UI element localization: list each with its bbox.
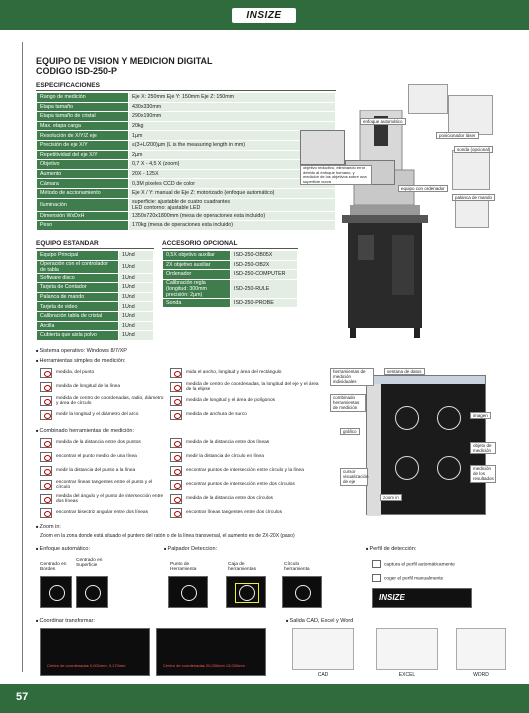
measure-tool-icon: [40, 494, 52, 504]
table-row: [163, 270, 298, 280]
row-key: Resolución de X/Y/Z eje: [37, 131, 129, 141]
row-value: ≤(3+L/200)µm (L is the measuring length in mm): [129, 140, 336, 150]
row-key: Iluminación: [37, 198, 129, 211]
row-key: Tarjeta de video: [37, 302, 119, 312]
equipo-table: [36, 250, 154, 341]
callout-laser: posicionador láser: [436, 132, 479, 139]
accesorio-table: [162, 250, 298, 308]
list-item-text: medida de la distancia entre dos círculos: [186, 496, 273, 502]
row-key: Sonda: [163, 298, 231, 308]
row-key: Arcilla: [37, 321, 119, 331]
palpador-punto: Punto de Herramienta: [170, 562, 197, 573]
sw-circle: [395, 406, 419, 430]
list-item: [170, 396, 320, 406]
measure-tool-icon: [40, 466, 52, 476]
perfil-label: ■ Perfil de detección:: [366, 546, 416, 552]
table-row: [37, 121, 336, 131]
title-line-2: CODIGO ISD-250-P: [36, 66, 118, 76]
combinado-label: ■ Combinado herramientas de medición:: [36, 428, 134, 434]
row-value: 1Und: [119, 302, 154, 312]
salida-label: ■ Salida CAD, Excel y Word: [286, 618, 353, 624]
row-key: Dimensión WxDxH: [37, 211, 129, 221]
profile-auto-icon: [372, 560, 381, 568]
row-value: ISD-250-OB2X: [231, 260, 298, 270]
row-key: Software disco: [37, 273, 119, 283]
table-row: [37, 273, 154, 283]
measure-tool-icon: [170, 508, 182, 518]
table-row: [37, 140, 336, 150]
list-item-text: encontrar líneas tangentes entre dos círculos: [186, 510, 282, 516]
list-item-text: medir la longitud y el diámetro del arco: [56, 412, 139, 418]
list-item-text: encontrar bisectriz angular entre dos líneas: [56, 510, 148, 516]
row-value: 1Und: [119, 251, 154, 261]
list-item: [170, 480, 320, 490]
table-row: [37, 283, 154, 293]
laser-thumb: [448, 95, 493, 135]
list-item-text: medida de centro de coordenadas, radio, diámetro y área de círculo: [56, 396, 164, 407]
palpador-label: ■ Palpador Deteccion:: [164, 546, 217, 552]
row-key: Calibración regla (longitud: 300mm precisión: 2µm): [163, 279, 231, 298]
callout-joystick: palanca de mando: [452, 194, 495, 201]
table-row: [163, 298, 298, 308]
sw-sidebar: [367, 384, 381, 516]
list-item: [170, 508, 320, 518]
list-item: [170, 494, 320, 504]
list-item: [170, 382, 320, 393]
output-word-thumb: [456, 628, 506, 670]
label-grafico: gráfico: [340, 428, 360, 435]
list-item-text: medida de centro de coordenadas, la longitud del eje y el área de la elipse: [186, 382, 319, 393]
list-item-text: encontrar líneas tangentes entre el punto y el círculo: [56, 480, 153, 491]
left-rule: [22, 42, 23, 672]
measure-tool-icon: [170, 382, 182, 392]
table-row: [163, 260, 298, 270]
coordinar-label: ■ Coordinar transformar:: [36, 618, 95, 624]
callout-objective: objetivo reductivo, eliminando error debido al enfoque humano, y medición de los objetivos sobre una superficie curva: [300, 165, 372, 185]
row-value: superficie: ajustable de cuatro cuadrantes LED contorno: ajustable LED: [129, 198, 336, 211]
insize-logo: INSIZE: [232, 8, 296, 23]
output-excel-label: EXCEL: [398, 672, 416, 678]
list-item-text: medida de longitud de la línea: [56, 384, 121, 390]
row-value: 1Und: [119, 283, 154, 293]
output-word-label: WORD: [473, 672, 489, 678]
list-item: [40, 452, 164, 462]
row-key: Etapa tamaño de cristal: [37, 112, 129, 122]
coordinar-img-2: [156, 628, 266, 676]
objective-thumb: [300, 130, 345, 165]
list-item: [170, 438, 320, 448]
row-value: 290x190mm: [129, 112, 336, 122]
list-item: [170, 466, 320, 476]
palpador-caja: Caja de herramientas: [228, 562, 256, 573]
measure-tool-icon: [40, 438, 52, 448]
row-value: Eje X / Y: manual de Eje Z: motorizado (enfoque automático): [129, 188, 336, 198]
callout-computer: equipo con ordenador: [398, 185, 448, 192]
row-value: ISD-250-COMPUTER: [231, 270, 298, 280]
row-value: ISD-250-RULE: [231, 279, 298, 298]
perfil-logo-sample: [372, 588, 472, 608]
page-number: 57: [16, 691, 29, 703]
row-key: Precisión de eje X/Y: [37, 140, 129, 150]
joystick-thumb: [455, 200, 489, 228]
table-row: [163, 279, 298, 298]
table-row: [37, 331, 154, 341]
perfil-auto: [372, 560, 455, 568]
herramientas-label: ■ Herramientas simples de medición:: [36, 358, 125, 364]
list-item-text: medida de anchura de surco: [186, 412, 247, 418]
row-value: 0,3M pixeles CCD de color: [129, 179, 336, 189]
footer-bar: [0, 684, 529, 713]
perfil-auto-text: captura el perfil automáticamente: [384, 562, 455, 568]
palpador-punto-img: [168, 576, 208, 608]
measure-tool-icon: [170, 466, 182, 476]
probe-thumb: [452, 150, 490, 190]
equipo-label: EQUIPO ESTANDAR: [36, 240, 99, 247]
label-zoom: zoom in: [380, 494, 402, 501]
label-resultados: medición de los resultados: [470, 465, 496, 483]
list-item: [40, 382, 164, 392]
row-value: 0,7 X - 4,5 X (zoom): [129, 160, 336, 170]
measure-tool-icon: [170, 410, 182, 420]
title-line-1: EQUIPO DE VISION Y MEDICION DIGITAL: [36, 56, 213, 66]
list-item: [40, 466, 164, 476]
row-key: 2X objetivo auxiliar: [163, 260, 231, 270]
list-item-text: medir la distancia de círculo en línea: [186, 454, 264, 460]
specs-table: [36, 92, 336, 231]
row-value: 1µm: [129, 131, 336, 141]
accesorio-rule: [162, 248, 298, 249]
list-item: [170, 368, 320, 378]
row-value: 1Und: [119, 292, 154, 302]
table-row: [37, 251, 154, 261]
table-row: [37, 93, 336, 103]
measure-tool-icon: [40, 452, 52, 462]
enfoque-superficie: Centrado en Superficie: [76, 558, 103, 569]
output-excel-thumb: [376, 628, 438, 670]
row-value: 1Und: [119, 260, 154, 273]
table-row: [37, 198, 336, 211]
measure-tool-icon: [170, 438, 182, 448]
measure-tool-icon: [40, 396, 52, 406]
measure-tool-icon: [170, 494, 182, 504]
list-item-text: medida del ángulo y el punto de intersección entre dos líneas: [56, 494, 164, 505]
perfil-manual: [372, 574, 443, 582]
table-row: [37, 179, 336, 189]
list-item-text: medida de la distancia entre dos puntos: [56, 440, 141, 446]
list-item: [170, 452, 320, 462]
sw-circle: [395, 456, 419, 480]
sw-toolbar: [367, 376, 485, 384]
list-item: [40, 494, 164, 505]
row-key: Ordenador: [163, 270, 231, 280]
palpador-circulo-img: [282, 576, 322, 608]
table-row: [37, 260, 154, 273]
sw-circle: [437, 456, 461, 480]
page-title: [36, 56, 213, 76]
row-key: Cubierta que aisla polvo: [37, 331, 119, 341]
list-item-text: medida, del punto: [56, 370, 95, 376]
label-combinado: combinado herramientas de medición: [330, 394, 366, 412]
table-row: [37, 131, 336, 141]
row-key: Palanca de mando: [37, 292, 119, 302]
measure-tool-icon: [170, 452, 182, 462]
table-row: [37, 302, 154, 312]
coordinar-a: Centro de coordenadas 0,001mm, 0,170mm: [47, 663, 126, 668]
label-herramientas-ind: herramientas de medición individuales: [330, 368, 374, 386]
table-row: [37, 112, 336, 122]
row-value: 1350x720x1800mm (mesa de operaciones esta incluido): [129, 211, 336, 221]
row-value: 20kg: [129, 121, 336, 131]
measure-tool-icon: [40, 508, 52, 518]
equipo-rule: [36, 248, 154, 249]
row-key: Tarjeta de Contador: [37, 283, 119, 293]
list-item: [40, 396, 164, 407]
table-row: [163, 251, 298, 261]
row-value: 430x330mm: [129, 102, 336, 112]
enfoque-bordes-img: [40, 576, 72, 608]
list-item: [40, 368, 164, 378]
sw-circle: [437, 406, 461, 430]
row-key: Cámara: [37, 179, 129, 189]
row-key: Objetivo: [37, 160, 129, 170]
list-item: [40, 480, 164, 491]
accesorio-label: ACCESORIO OPCIONAL: [162, 240, 238, 247]
list-item-text: encontrar el punto medio de una línea: [56, 454, 137, 460]
machine-image: [340, 110, 430, 340]
palpador-caja-img: [226, 576, 266, 608]
coordinar-b: Centro de coordenadas 20,000mm 13,000mm: [163, 663, 245, 668]
row-value: 1Und: [119, 321, 154, 331]
table-row: [37, 221, 336, 231]
measure-tool-icon: [170, 396, 182, 406]
list-item-text: encontrar puntos de intersección entre dos círculos: [186, 482, 295, 488]
row-value: 1Und: [119, 273, 154, 283]
autofocus-thumb: [408, 84, 448, 114]
measure-tool-icon: [170, 480, 182, 490]
list-item-text: encontrar puntos de intersección entre círculo y la línea: [186, 468, 304, 474]
label-ventanas: ventana de datos: [384, 368, 425, 375]
enfoque-label: ■ Enfoque automático:: [36, 546, 90, 552]
table-row: [37, 160, 336, 170]
table-row: [37, 292, 154, 302]
table-row: [37, 311, 154, 321]
label-objeto: objeto de medición: [470, 442, 496, 454]
table-row: [37, 211, 336, 221]
measure-tool-icon: [170, 368, 182, 378]
label-visualizacion: cursor visualización de eje: [340, 468, 368, 486]
perfil-logo-text: INSIZE: [379, 593, 405, 602]
row-key: Etapa tamaño: [37, 102, 129, 112]
coordinar-img-1: [40, 628, 150, 676]
row-key: Peso: [37, 221, 129, 231]
list-item-text: medida de longitud y el área de polígonos: [186, 398, 276, 404]
table-row: [37, 102, 336, 112]
row-key: Repetitividad del eje X/Y: [37, 150, 129, 160]
list-item: [40, 410, 164, 420]
row-value: 1Und: [119, 331, 154, 341]
perfil-manual-text: coger el perfil manualmente: [384, 576, 444, 582]
table-row: [37, 169, 336, 179]
list-item: [170, 410, 320, 420]
row-value: 20X - 125X: [129, 169, 336, 179]
label-imagen: imagen: [470, 412, 491, 419]
palpador-circulo: Círculo herramienta: [284, 562, 310, 573]
zoom-text: Zoom en la zona donde está situado el puntero del ratón o de la línea transversal, el aumento es de 2X-20X (paso): [40, 533, 295, 539]
list-item-text: mida el ancho, longitud y área del rectángulo: [186, 370, 282, 376]
table-row: [37, 150, 336, 160]
row-value: 2µm: [129, 150, 336, 160]
sistema-operativo: ■ Sistema operativo: Windows 8/7/XP: [36, 348, 127, 354]
row-key: Rango de medición: [37, 93, 129, 103]
output-cad-label: CAD: [317, 672, 329, 678]
enfoque-superficie-img: [76, 576, 108, 608]
list-item-text: medida de la distancia entre dos líneas: [186, 440, 270, 446]
table-row: [37, 188, 336, 198]
callout-autofocus: enfoque automático: [360, 118, 406, 125]
list-item: [40, 438, 164, 448]
profile-manual-icon: [372, 574, 381, 582]
measure-tool-icon: [40, 410, 52, 420]
row-key: Aumento: [37, 169, 129, 179]
measure-tool-icon: [40, 382, 52, 392]
list-item: [40, 508, 164, 518]
row-key: Calibración tabla de cristal: [37, 311, 119, 321]
row-value: ISD-250-OB05X: [231, 251, 298, 261]
enfoque-bordes: Centrado en Bordes: [40, 562, 67, 573]
specs-label: ESPECIFICACIONES: [36, 82, 100, 89]
row-key: Max. etapa carga: [37, 121, 129, 131]
row-value: 170kg (mesa de operaciones esta incluido): [129, 221, 336, 231]
measure-tool-icon: [40, 480, 52, 490]
row-value: Eje X: 250mm Eje Y: 150mm Eje Z: 150mm: [129, 93, 336, 103]
row-key: 0,5X objetivo auxiliar: [163, 251, 231, 261]
table-row: [37, 321, 154, 331]
row-value: ISD-250-PROBE: [231, 298, 298, 308]
measure-tool-icon: [40, 368, 52, 378]
row-key: Método de accionamiento: [37, 188, 129, 198]
row-value: 1Und: [119, 311, 154, 321]
callout-probe: sonda (opcional): [454, 146, 493, 153]
zoom-label: ■ Zoom in:: [36, 524, 61, 530]
specs-rule: [36, 90, 336, 91]
row-key: Equipo Principal: [37, 251, 119, 261]
output-cad-thumb: [292, 628, 354, 670]
row-key: Operación con el controlador de tabla: [37, 260, 119, 273]
list-item-text: medir la distancia del punto a la línea: [56, 468, 136, 474]
